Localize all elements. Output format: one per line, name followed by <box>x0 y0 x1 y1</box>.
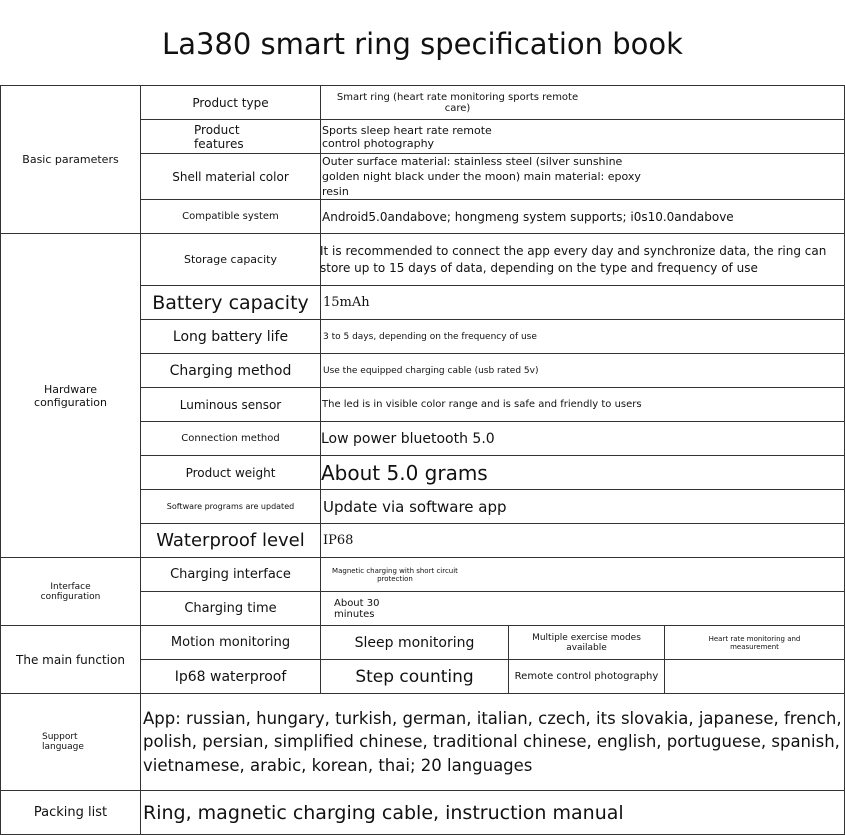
label-waterproof-level: Waterproof level <box>156 530 305 551</box>
section-support-language: Support language <box>42 732 84 752</box>
label-product-features: Product features <box>194 122 244 151</box>
value-product-type: Smart ring (heart rate monitoring sports remote care) <box>336 91 579 114</box>
section-packing-list: Packing list <box>33 805 108 820</box>
value-waterproof-level: IP68 <box>323 533 354 548</box>
label-luminous-sensor: Luminous sensor <box>179 397 282 412</box>
label-charging-time: Charging time <box>184 601 277 616</box>
section-main-function: The main function <box>16 652 125 667</box>
value-charging-time: About 30 minutes <box>334 597 380 620</box>
document-title: La380 smart ring specification book <box>162 27 683 61</box>
value-luminous-sensor: The led is in visible color range and is safe and friendly to users <box>322 399 642 410</box>
function-heart-rate: Heart rate monitoring and measurement <box>708 634 801 651</box>
value-battery-capacity: 15mAh <box>323 295 370 310</box>
spec-table <box>0 85 845 835</box>
label-product-weight: Product weight <box>185 465 276 480</box>
value-storage-capacity: It is recommended to connect the app every day and synchronize data, the ring can store up to 15 days of data, depending on the type and frequency of use <box>320 243 827 275</box>
value-compatible-system: Android5.0andabove; hongmeng system supports; i0s10.0andabove <box>322 209 734 224</box>
value-shell-material: Outer surface material: stainless steel (silver sunshine golden night black under the moon) main material: epoxy resin <box>322 155 641 198</box>
label-battery-capacity: Battery capacity <box>152 291 309 314</box>
value-packing-list: Ring, magnetic charging cable, instruction manual <box>143 801 624 824</box>
label-connection-method: Connection method <box>181 433 280 444</box>
value-connection-method: Low power bluetooth 5.0 <box>321 430 495 447</box>
value-software-update: Update via software app <box>323 497 507 516</box>
value-support-language: App: russian, hungary, turkish, german, italian, czech, its slovakia, japanese, french, polish, persian, simplified chinese, traditional chinese, english, portuguese, spanish, vietnamese, arabic, korean, thai; 20 languages <box>143 708 842 775</box>
label-charging-interface: Charging interface <box>170 567 291 582</box>
section-interface-configuration: Interface configuration <box>40 581 101 602</box>
section-basic-parameters: Basic parameters <box>22 153 119 166</box>
value-product-weight: About 5.0 grams <box>321 460 488 485</box>
function-ip68-waterproof: Ip68 waterproof <box>174 668 287 685</box>
function-motion-monitoring: Motion monitoring <box>170 635 291 650</box>
value-battery-life: 3 to 5 days, depending on the frequency of use <box>323 331 537 342</box>
label-product-type: Product type <box>192 95 269 110</box>
function-step-counting: Step counting <box>355 666 474 687</box>
function-sleep-monitoring: Sleep monitoring <box>354 634 475 651</box>
label-storage-capacity: Storage capacity <box>184 253 277 266</box>
value-charging-interface: Magnetic charging with short circuit protection <box>332 566 458 583</box>
section-hardware-configuration: Hardware configuration <box>34 382 107 409</box>
label-battery-life: Long battery life <box>172 328 289 345</box>
value-product-features: Sports sleep heart rate remote control photography <box>322 123 492 150</box>
label-compatible-system: Compatible system <box>182 211 279 222</box>
label-software-update: Software programs are updated <box>166 502 295 511</box>
label-charging-method: Charging method <box>169 362 292 379</box>
value-charging-method: Use the equipped charging cable (usb rated 5v) <box>323 365 539 376</box>
function-exercise-modes: Multiple exercise modes available <box>532 632 641 653</box>
function-remote-photography: Remote control photography <box>514 671 659 682</box>
label-shell-material: Shell material color <box>172 169 289 184</box>
